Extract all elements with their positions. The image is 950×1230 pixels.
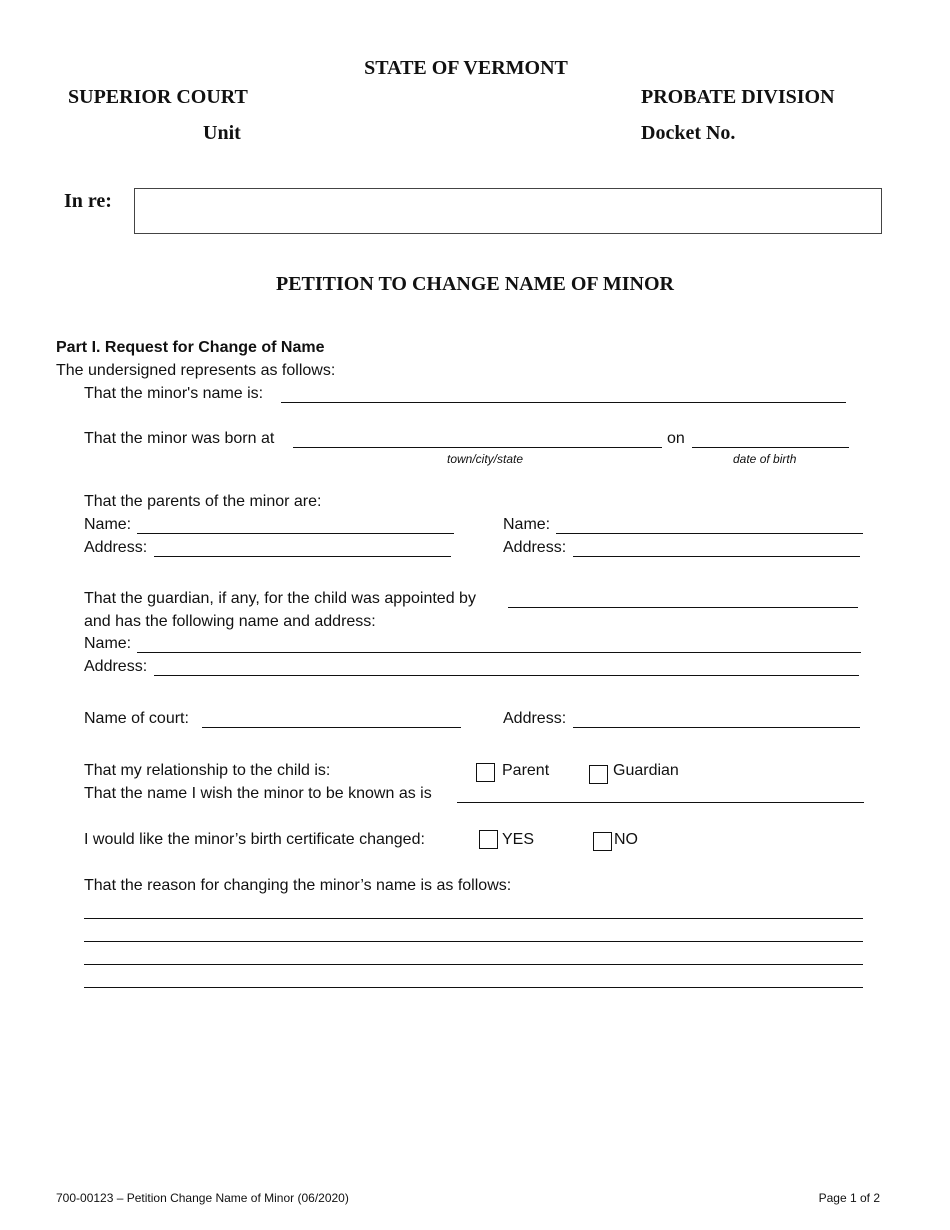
parents-label: That the parents of the minor are: — [84, 493, 322, 510]
reason-line[interactable] — [84, 987, 863, 988]
new-name-label: That the name I wish the minor to be known as is — [84, 785, 432, 802]
reason-line[interactable] — [84, 941, 863, 942]
in-re-field[interactable] — [134, 188, 882, 234]
court-address-field[interactable] — [573, 727, 860, 728]
guardian-appointed-label: That the guardian, if any, for the child was appointed by — [84, 590, 476, 607]
born-at-label: That the minor was born at — [84, 430, 275, 447]
relationship-label: That my relationship to the child is: — [84, 762, 331, 779]
court-name-field[interactable] — [202, 727, 461, 728]
guardian-name-label: Name: — [84, 635, 132, 652]
no-option-label: NO — [614, 831, 638, 848]
reason-line[interactable] — [84, 964, 863, 965]
state-title: STATE OF VERMONT — [364, 57, 568, 79]
guardian-has-label: and has the following name and address: — [84, 613, 376, 630]
yes-option-label: YES — [502, 831, 535, 848]
guardian-option-label: Guardian — [613, 762, 679, 779]
footer-form-id: 700-00123 – Petition Change Name of Minor (06/2020) — [56, 1191, 349, 1205]
court-name-label: Name of court: — [84, 710, 189, 727]
unit-label: Unit — [203, 122, 241, 144]
division-name: PROBATE DIVISION — [641, 86, 835, 108]
parent2-name-field[interactable] — [556, 533, 863, 534]
court-name: SUPERIOR COURT — [68, 86, 248, 108]
reason-label: That the reason for changing the minor’s name is as follows: — [84, 877, 512, 894]
parent2-name-label: Name: — [503, 516, 551, 533]
reason-line[interactable] — [84, 918, 863, 919]
birthplace-field[interactable] — [293, 447, 662, 448]
intro-text: The undersigned represents as follows: — [56, 362, 336, 379]
parent1-name-field[interactable] — [137, 533, 454, 534]
dob-caption: date of birth — [733, 452, 797, 466]
guardian-address-label: Address: — [84, 658, 148, 675]
guardian-address-field[interactable] — [154, 675, 859, 676]
parent1-name-label: Name: — [84, 516, 132, 533]
court-address-label: Address: — [503, 710, 567, 727]
birthplace-caption: town/city/state — [447, 452, 524, 466]
guardian-name-field[interactable] — [137, 652, 861, 653]
minor-name-label: That the minor's name is: — [84, 385, 264, 402]
yes-checkbox[interactable] — [479, 830, 498, 849]
new-name-field[interactable] — [457, 802, 864, 803]
part1-heading: Part I. Request for Change of Name — [56, 339, 325, 356]
in-re-label: In re: — [64, 190, 112, 212]
guardian-appointed-by-field[interactable] — [508, 607, 858, 608]
parent-checkbox[interactable] — [476, 763, 495, 782]
parent2-address-field[interactable] — [573, 556, 860, 557]
on-label: on — [667, 430, 685, 447]
parent2-address-label: Address: — [503, 539, 567, 556]
parent1-address-field[interactable] — [154, 556, 451, 557]
form-title: PETITION TO CHANGE NAME OF MINOR — [276, 273, 674, 295]
no-checkbox[interactable] — [593, 832, 612, 851]
date-of-birth-field[interactable] — [692, 447, 849, 448]
guardian-checkbox[interactable] — [589, 765, 608, 784]
birth-certificate-label: I would like the minor’s birth certificate changed: — [84, 831, 425, 848]
parent-option-label: Parent — [502, 762, 550, 779]
minor-name-field[interactable] — [281, 402, 846, 403]
docket-label: Docket No. — [641, 122, 736, 144]
parent1-address-label: Address: — [84, 539, 148, 556]
footer-page-number: Page 1 of 2 — [818, 1191, 880, 1205]
